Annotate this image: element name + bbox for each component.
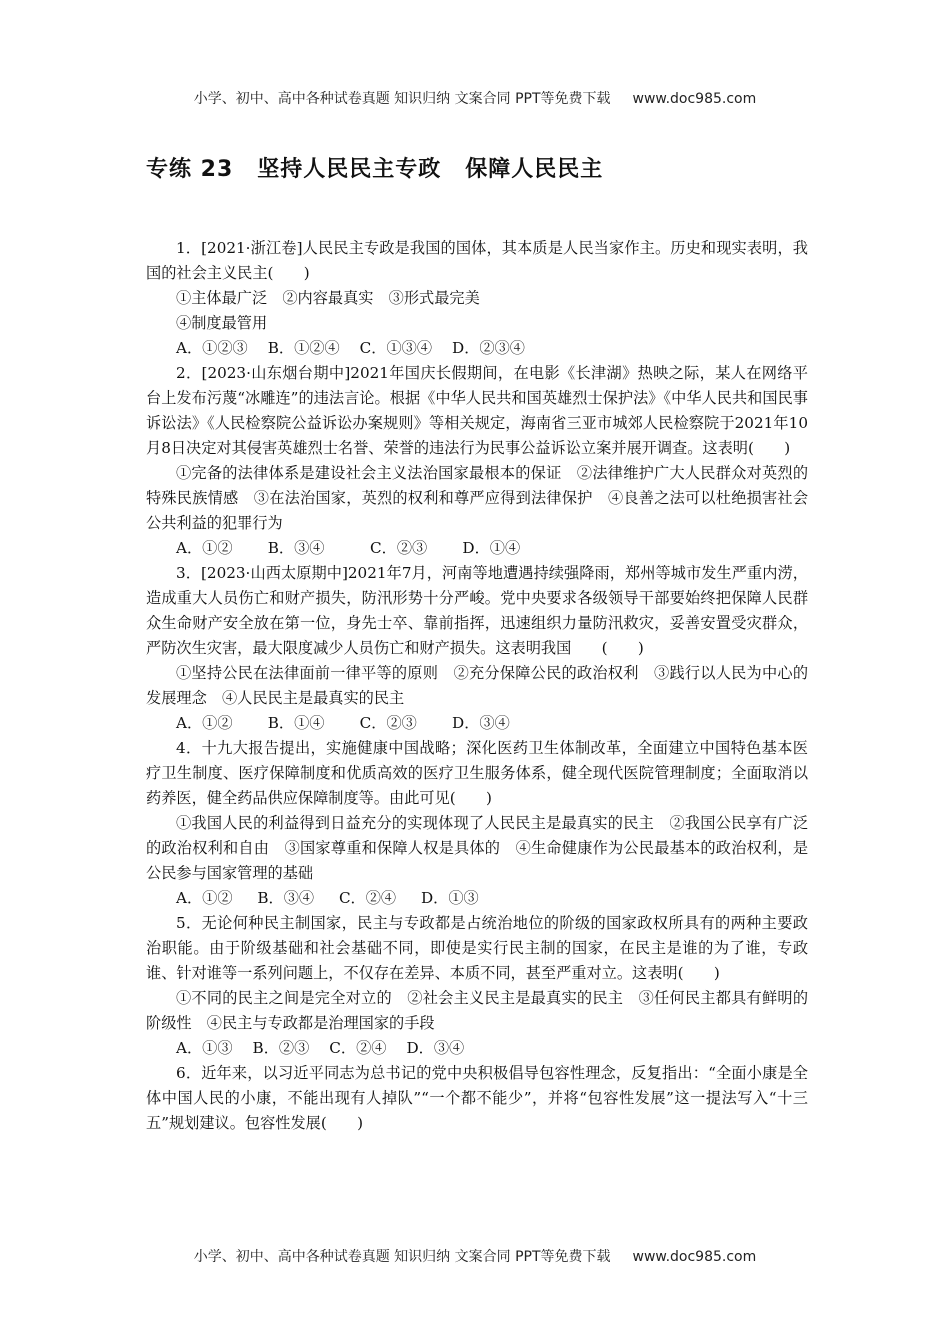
question-stem: 5．无论何种民主制国家，民主与专政都是占统治地位的阶级的国家政权所具有的两种主要政治职能。由于阶级基础和社会基础不同，即使是实行民主制的国家，在民主是谁的为了谁，专政谁、针对谁等一系列问题上，不仅存在差异、本质不同，甚至严重对立。这表明( )	[146, 914, 808, 982]
question-4	[146, 736, 808, 911]
header-text: 小学、初中、高中各种试卷真题 知识归纳 文案合同 PPT等免费下载	[193, 91, 611, 107]
page-header	[0, 88, 950, 108]
question-statements: ④制度最管用	[176, 314, 268, 332]
answer-options: A．①②③ B．①②④ C．①③④ D．②③④	[176, 339, 525, 357]
question-list	[146, 236, 808, 1136]
answer-options: A．①③ B．②③ C．②④ D．③④	[176, 1039, 465, 1057]
title-part2: 坚持人民民主专政	[257, 157, 442, 182]
question-2	[146, 361, 808, 561]
title-part1: 专练 23	[146, 157, 234, 182]
question-3	[146, 561, 808, 736]
question-statements: ①完备的法律体系是建设社会主义法治国家最根本的保证 ②法律维护广大人民群众对英烈的特殊民族情感 ③在法治国家，英烈的权利和尊严应得到法律保护 ④良善之法可以杜绝损害社会公共利益的犯罪行为	[146, 464, 808, 532]
question-statements: ①主体最广泛 ②内容最真实 ③形式最完美	[176, 289, 480, 307]
header-url[interactable]: www.doc985.com	[632, 91, 757, 107]
title-part3: 保障人民民主	[465, 157, 604, 182]
question-6	[146, 1061, 808, 1136]
question-stem: 2．[2023·山东烟台期中]2021年国庆长假期间，在电影《长津湖》热映之际，某人在网络平台上发布污蔑“冰雕连”的违法言论。根据《中华人民共和国英雄烈士保护法》《中华人民共和国民事诉讼法》《人民检察院公益诉讼办案规则》等相关规定，海南省三亚市城郊人民检察院于2021年10月8日决定对其侵害英雄烈士名誉、荣誉的违法行为民事公益诉讼立案并展开调查。这表明( )	[146, 364, 808, 457]
answer-options: A．①② B．③④ C．②④ D．①③	[176, 889, 479, 907]
question-1	[146, 236, 808, 361]
answer-options: A．①② B．①④ C．②③ D．③④	[176, 714, 510, 732]
page-footer	[0, 1246, 950, 1266]
question-statements: ①坚持公民在法律面前一律平等的原则 ②充分保障公民的政治权利 ③践行以人民为中心的发展理念 ④人民民主是最真实的民主	[146, 664, 808, 707]
question-statements: ①我国人民的利益得到日益充分的实现体现了人民民主是最真实的民主 ②我国公民享有广泛的政治权利和自由 ③国家尊重和保障人权是具体的 ④生命健康作为公民最基本的政治权利，是公民参与国家管理的基础	[146, 814, 808, 882]
question-statements: ①不同的民主之间是完全对立的 ②社会主义民主是最真实的民主 ③任何民主都具有鲜明的阶级性 ④民主与专政都是治理国家的手段	[146, 989, 808, 1032]
question-stem: 1．[2021·浙江卷]人民民主专政是我国的国体，其本质是人民当家作主。历史和现实表明，我国的社会主义民主( )	[146, 239, 808, 282]
question-stem: 4．十九大报告提出，实施健康中国战略；深化医药卫生体制改革，全面建立中国特色基本医疗卫生制度、医疗保障制度和优质高效的医疗卫生服务体系，健全现代医院管理制度；全面取消以药养医，健全药品供应保障制度等。由此可见( )	[146, 739, 808, 807]
answer-options: A．①② B．③④ C．②③ D．①④	[176, 539, 521, 557]
question-5	[146, 911, 808, 1061]
question-stem: 3．[2023·山西太原期中]2021年7月，河南等地遭遇持续强降雨，郑州等城市发生严重内涝，造成重大人员伤亡和财产损失，防汛形势十分严峻。党中央要求各级领导干部要始终把保障人民群众生命财产安全放在第一位，身先士卒、靠前指挥，迅速组织力量防汛救灾，妥善安置受灾群众，严防次生灾害，最大限度减少人员伤亡和财产损失。这表明我国 ( )	[146, 564, 808, 657]
question-stem: 6．近年来，以习近平同志为总书记的党中央积极倡导包容性理念，反复指出：“全面小康是全体中国人民的小康，不能出现有人掉队”“一个都不能少”，并将“包容性发展”这一提法写入“十三五”规划建议。包容性发展( )	[146, 1064, 808, 1132]
footer-text: 小学、初中、高中各种试卷真题 知识归纳 文案合同 PPT等免费下载	[193, 1249, 611, 1265]
page-title	[146, 152, 603, 183]
footer-url[interactable]: www.doc985.com	[632, 1249, 757, 1265]
